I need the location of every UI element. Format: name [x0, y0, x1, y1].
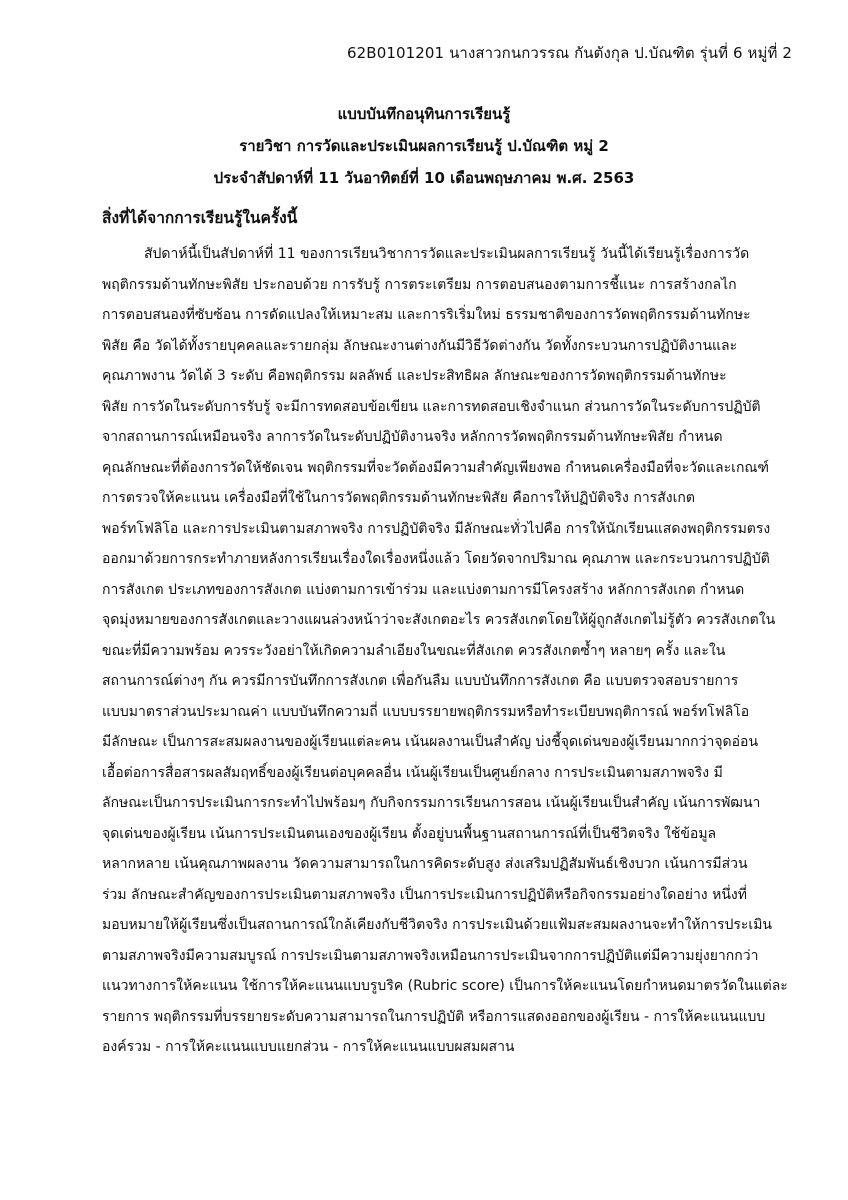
body-text-line: องค์รวม - การให้คะแนนแบบแยกส่วน - การให้คะแนนแบบผสมผสาน: [102, 1039, 515, 1055]
body-text-line: พิสัย การวัดในระดับการรับรู้ จะมีการทดสอบข้อเขียน และการทดสอบเชิงจำแนก ส่วนการวัดในระดับการปฏิบัติ: [102, 398, 761, 415]
body-text-line: พอร์ทโฟลิโอ และการประเมินตามสภาพจริง การปฏิบัติจริง มีลักษณะทั่วไปคือ การให้นักเรียนแสดงพฤติกรรมตรง: [102, 520, 771, 537]
body-text: [102, 239, 802, 1063]
body-text-line: จากสถานการณ์เหมือนจริง ลาการวัดในระดับปฏิบัติงานจริง หลักการวัดพฤติกรรมด้านทักษะพิสัย กำหนด: [102, 429, 723, 445]
body-text-line: พฤติกรรมด้านทักษะพิสัย ประกอบด้วย การรับรู้ การตระเตรียม การตอบสนองตามการชี้แนะ การสร้างกลไก: [102, 276, 737, 293]
body-text-line: จุดมุ่งหมายของการสังเกตและวางแผนล่วงหน้าว่าจะสังเกตอะไร ควรสังเกตโดยให้ผู้ถูกสังเกตไม่รู้ตัว ควรสังเกตใน: [102, 612, 776, 628]
title-block: [0, 98, 848, 194]
body-text-line: สถานการณ์ต่างๆ กัน ควรมีการบันทึกการสังเกต เพื่อกันลืม แบบบันทึกการสังเกต คือ แบบตรวจสอบรายการ: [102, 673, 739, 689]
student-info-line: 62B0101201 นางสาวกนกวรรณ กันตังกุล ป.บัณฑิต รุ่นที่ 6 หมู่ที่ 2: [347, 44, 792, 62]
week-date-subtitle: ประจำสัปดาห์ที่ 11 วันอาทิตย์ที่ 10 เดือนพฤษภาคม พ.ศ. 2563: [213, 169, 635, 187]
body-text-line: ลักษณะเป็นการประเมินการกระทำไปพร้อมๆ กับกิจกรรมการเรียนการสอน เน้นผู้เรียนเป็นสำคัญ เน้นการพัฒนา: [102, 795, 761, 811]
body-text-line: คุณลักษณะที่ต้องการวัดให้ชัดเจน พฤติกรรมที่จะวัดต้องมีความสำคัญเพียงพอ กำหนดเครื่องมือที่จะวัดและเกณฑ์: [102, 459, 770, 476]
body-text-line: การตรวจให้คะแนน เครื่องมือที่ใช้ในการวัดพฤติกรรมด้านทักษะพิสัย คือการให้ปฏิบัติจริง การสังเกต: [102, 490, 695, 506]
body-text-line: มอบหมายให้ผู้เรียนซึ่งเป็นสถานการณ์ใกล้เคียงกับชีวิตจริง การประเมินด้วยแฟ้มสะสมผลงานจะทำให้การประเมิน: [102, 917, 772, 933]
body-text-line: สัปดาห์นี้เป็นสัปดาห์ที่ 11 ของการเรียนวิชาการวัดและประเมินผลการเรียนรู้ วันนี้ได้เรียนรู้เรื่องการวัด: [144, 246, 750, 262]
body-text-line: หลากหลาย เน้นคุณภาพผลงาน วัดความสามารถในการคิดระดับสูง ส่งเสริมปฏิสัมพันธ์เชิงบวก เน้นการมีส่วน: [102, 856, 748, 872]
body-text-line: พิสัย คือ วัดได้ทั้งรายบุคคลและรายกลุ่ม ลักษณะงานต่างกันมีวิธีวัดต่างกัน วัดทั้งกระบวนการปฏิบัติงานและ: [102, 337, 738, 354]
body-text-line: ตามสภาพจริงมีความสมบูรณ์ การประเมินตามสภาพจริงเหมือนการประเมินจากการปฏิบัติแต่มีความยุ่งยากกว่า: [102, 947, 759, 964]
course-subtitle: รายวิชา การวัดและประเมินผลการเรียนรู้ ป.บัณฑิต หมู่ 2: [239, 137, 609, 155]
body-text-line: คุณภาพงาน วัดได้ 3 ระดับ คือพฤติกรรม ผลลัพธ์ และประสิทธิผล ลักษณะของการวัดพฤติกรรมด้านทักษะ: [102, 368, 727, 384]
body-text-line: การสังเกต ประเภทของการสังเกต แบ่งตามการเข้าร่วม และแบ่งตามการมีโครงสร้าง หลักการสังเกต กำหนด: [102, 581, 745, 598]
body-text-line: เอื้อต่อการสื่อสารผลสัมฤทธิ์ของผู้เรียนต่อบุคคลอื่น เน้นผู้เรียนเป็นศูนย์กลาง การประเมินตามสภาพจริง มี: [102, 764, 723, 781]
section-heading: สิ่งที่ได้จากการเรียนรู้ในครั้งนี้: [102, 209, 298, 227]
body-text-line: ออกมาด้วยการกระทำภายหลังการเรียนเรื่องใดเรื่องหนึ่งแล้ว โดยวัดจากปริมาณ คุณภาพ และกระบวนการปฏิบัติ: [102, 551, 770, 567]
body-text-line: ร่วม ลักษณะสำคัญของการประเมินตามสภาพจริง เป็นการประเมินการปฏิบัติหรือกิจกรรมอย่างใดอย่าง หนึ่งที่: [102, 886, 747, 903]
body-text-line: การตอบสนองที่ซับซ้อน การดัดแปลงให้เหมาะสม และการริเริ่มใหม่ ธรรมชาติของการวัดพฤติกรรมด้านทักษะ: [102, 307, 751, 323]
body-text-line: รายการ พฤติกรรมที่บรรยายระดับความสามารถในการปฏิบัติ หรือการแสดงออกของผู้เรียน - การให้คะแนนแบบ: [102, 1008, 766, 1025]
body-text-line: จุดเด่นของผู้เรียน เน้นการประเมินตนเองของผู้เรียน ตั้งอยู่บนพื้นฐานสถานการณ์ที่เป็นชีวิตจริง ใช้ข้อมูล: [102, 825, 717, 842]
page-title: แบบบันทึกอนุทินการเรียนรู้: [337, 105, 511, 123]
body-text-line: ขณะที่มีความพร้อม ควรระวังอย่าให้เกิดความลำเอียงในขณะที่สังเกต ควรสังเกตซ้ำๆ หลายๆ ครั้ง และใน: [102, 642, 726, 659]
body-text-line: แนวทางการให้คะแนน ใช้การให้คะแนนแบบรูบริค (Rubric score) เป็นการให้คะแนนโดยกำหนดมาตรวัดในแต่ละ: [102, 978, 788, 994]
body-text-line: มีลักษณะ เป็นการสะสมผลงานของผู้เรียนแต่ละคน เน้นผลงานเป็นสำคัญ บ่งชี้จุดเด่นของผู้เรียนมากกว่าจุดอ่อน: [102, 734, 759, 750]
body-text-line: แบบมาตราส่วนประมาณค่า แบบบันทึกความถี่ แบบบรรยายพฤติกรรมหรือทำระเบียบพฤติการณ์ พอร์ทโฟลิโอ: [102, 703, 750, 720]
